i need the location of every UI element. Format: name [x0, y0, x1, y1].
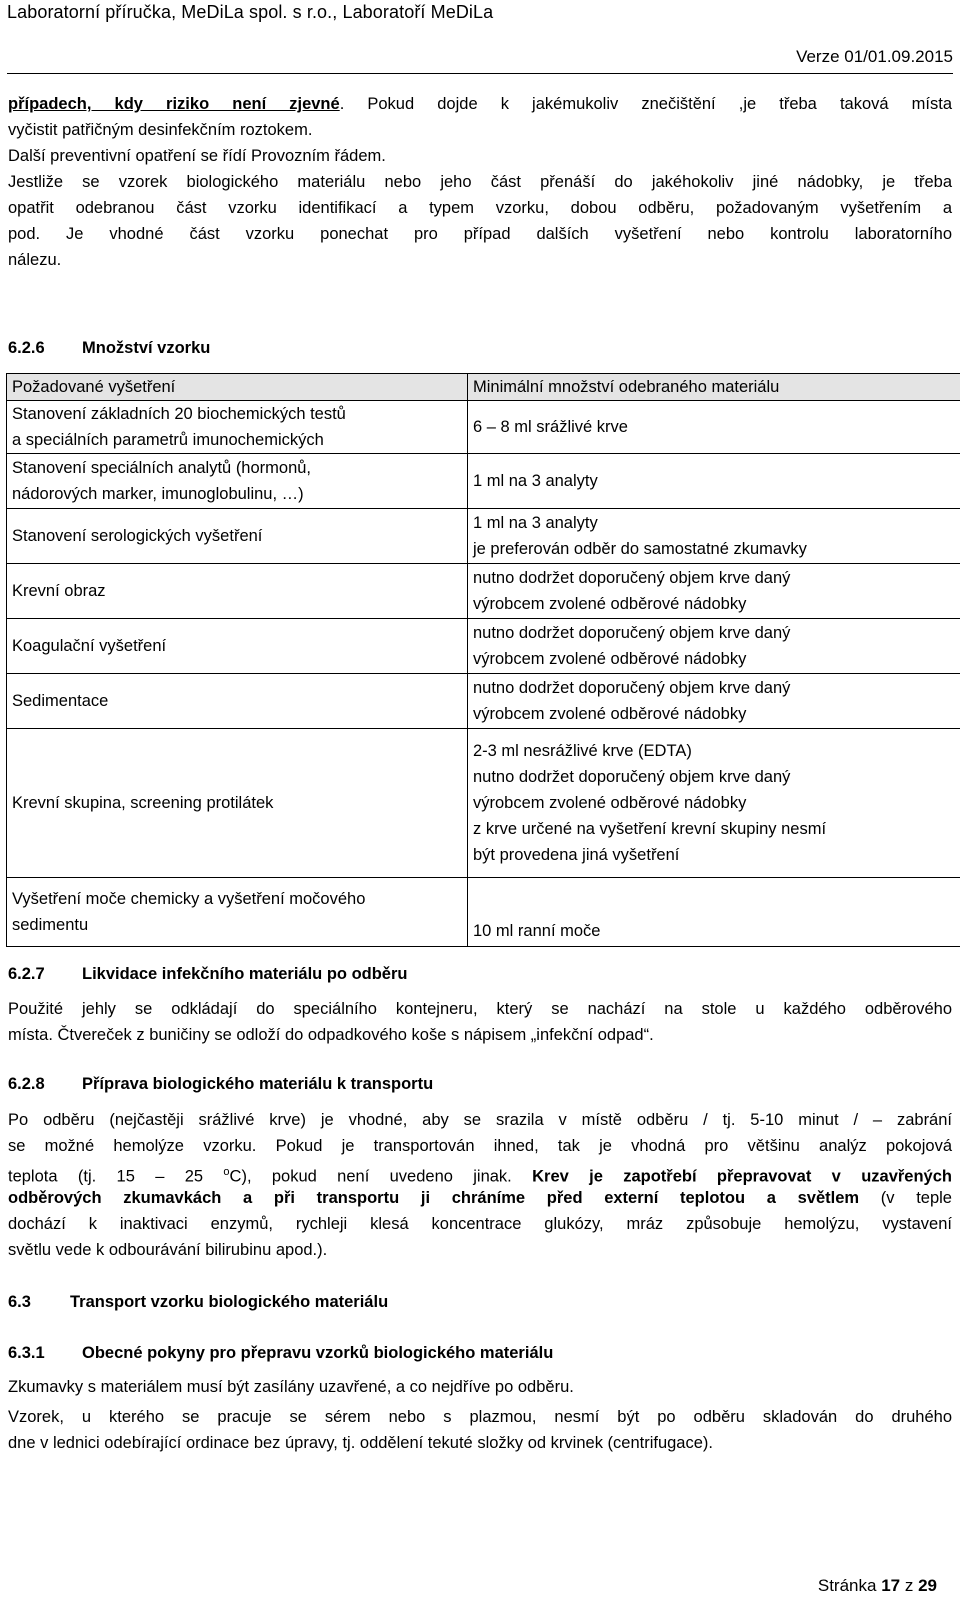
- table-cell-exam: Stanovení základních 20 biochemických testů a speciálních parametrů imunochemických: [7, 401, 468, 454]
- section-628-line-6: světlu vede k odbourávání bilirubinu apod.).: [8, 1241, 328, 1259]
- section-631-para-2-line-2: dne v lednici odebírající ordinace bez úpravy, tj. oddělení tekuté složky od krvinek (centrifugace).: [8, 1434, 713, 1452]
- table-cell-exam: Vyšetření moče chemicky a vyšetření močového sedimentu: [7, 878, 468, 947]
- intro-line-3: Další preventivní opatření se řídí Provozním řádem.: [8, 147, 386, 165]
- section-heading-631: 6.3.1 Obecné pokyny pro přepravu vzorků biologického materiálu: [8, 1344, 554, 1362]
- table-row: [7, 509, 960, 564]
- table-cell-amount: nutno dodržet doporučený objem krve daný výrobcem zvolené odběrové nádobky: [468, 674, 960, 729]
- section-heading-626: 6.2.6 Množství vzorku: [8, 339, 211, 357]
- section-628-line-3: teplota (tj. 15 – 25 $^o$C), pokud není uvedeno jinak. Krev je zapotřebí přepravovat v uzavřených: [8, 1166, 952, 1186]
- table-cell-amount: nutno dodržet doporučený objem krve daný výrobcem zvolené odběrové nádobky: [468, 564, 960, 619]
- section-627-line-2: místa. Čtvereček z buničiny se odloží do odpadkového koše s nápisem „infekční odpad“.: [8, 1026, 654, 1044]
- section-heading-63: 6.3 Transport vzorku biologického materiálu: [8, 1293, 389, 1311]
- table-row: [7, 564, 960, 619]
- section-628-line-1: Po odběru (nejčastěji srážlivé krve) je vhodné, aby se srazila v místě odběru / tj. 5-10 minut / – zabrání: [8, 1111, 952, 1129]
- intro-para-line-2: opatřit odebranou část vzorku identifikací a typem vzorku, dobou odběru, požadovaným vyšetřením a: [8, 199, 952, 217]
- table-cell-exam: Koagulační vyšetření: [7, 619, 468, 674]
- table-row: [7, 674, 960, 729]
- section-628-line-4: odběrových zkumavkách a při transportu ji chráníme před externí teplotou a světlem (v teple: [8, 1189, 952, 1207]
- table-header-cell: Požadované vyšetření: [7, 374, 468, 401]
- table-cell-amount: 10 ml ranní moče: [468, 878, 960, 947]
- table-row: [7, 454, 960, 509]
- sample-quantity-table: [6, 373, 960, 947]
- intro-para-line-3: pod. Je vhodné část vzorku ponechat pro případ dalších vyšetření nebo kontrolu laboratorního: [8, 225, 952, 243]
- table-cell-exam: Sedimentace: [7, 674, 468, 729]
- table-row: [7, 401, 960, 454]
- table-cell-amount: 6 – 8 ml srážlivé krve: [468, 401, 960, 454]
- section-heading-628: 6.2.8 Příprava biologického materiálu k transportu: [8, 1075, 434, 1093]
- page-number: Stránka 17 z 29: [817, 1576, 937, 1595]
- table-cell-exam: Krevní skupina, screening protilátek: [7, 729, 468, 878]
- table-cell-amount: 2-3 ml nesrážlivé krve (EDTA) nutno dodržet doporučený objem krve daný výrobcem zvolené odběrové nádobky z krve určené na vyšetření krevní skupiny nesmí být provedena jiná vyšetření: [468, 729, 960, 878]
- intro-line-1: [8, 91, 952, 117]
- section-631-para-2-line-1: Vzorek, u kterého se pracuje se sérem nebo s plazmou, nesmí být po odběru skladován do druhého: [8, 1408, 952, 1426]
- table-header-cell: Minimální množství odebraného materiálu: [468, 374, 960, 401]
- intro-para-line-1: Jestliže se vzorek biologického materiálu nebo jeho část přenáší do jakéhokoliv jiné nádobky, je třeba: [8, 173, 952, 191]
- table-cell-exam: Stanovení serologických vyšetření: [7, 509, 468, 564]
- section-628-line-5: dochází k inaktivaci enzymů, rychleji klesá koncentrace glukózy, mráz způsobuje hemolýzu, vystavení: [8, 1215, 952, 1233]
- table-cell-amount: 1 ml na 3 analyty: [468, 454, 960, 509]
- intro-line-1-rest: . Pokud dojde k jakémukoliv znečištění ,je třeba taková místa: [339, 95, 952, 113]
- header-divider: [7, 73, 953, 74]
- section-627-line-1: Použité jehly se odkládají do speciálního kontejneru, který se nachází na stole u každého odběrového: [8, 1000, 952, 1018]
- table-cell-exam: Stanovení speciálních analytů (hormonů, nádorových marker, imunoglobulinu, …): [7, 454, 468, 509]
- table-cell-amount: 1 ml na 3 analyty je preferován odběr do samostatné zkumavky: [468, 509, 960, 564]
- table-cell-exam: Krevní obraz: [7, 564, 468, 619]
- intro-emphasis: případech, kdy riziko není zjevné: [8, 95, 340, 113]
- document-header-title: Laboratorní příručka, MeDiLa spol. s r.o., Laboratoří MeDiLa: [7, 2, 494, 22]
- table-row: [7, 878, 960, 947]
- intro-line-2: vyčistit patřičným desinfekčním roztokem.: [8, 121, 313, 139]
- table-cell-amount: nutno dodržet doporučený objem krve daný výrobcem zvolené odběrové nádobky: [468, 619, 960, 674]
- intro-para-line-4: nálezu.: [8, 251, 62, 269]
- section-631-para-1: Zkumavky s materiálem musí být zasílány uzavřené, a co nejdříve po odběru.: [8, 1378, 574, 1396]
- document-version: Verze 01/01.09.2015: [796, 47, 953, 66]
- table-row: [7, 729, 960, 878]
- section-628-line-2: se možné hemolýze vzorku. Pokud je transportován ihned, tak je vhodná pro většinu analýz pokojová: [8, 1137, 952, 1155]
- section-heading-627: 6.2.7 Likvidace infekčního materiálu po odběru: [8, 965, 408, 983]
- table-row: [7, 619, 960, 674]
- table-header-row: [7, 374, 960, 401]
